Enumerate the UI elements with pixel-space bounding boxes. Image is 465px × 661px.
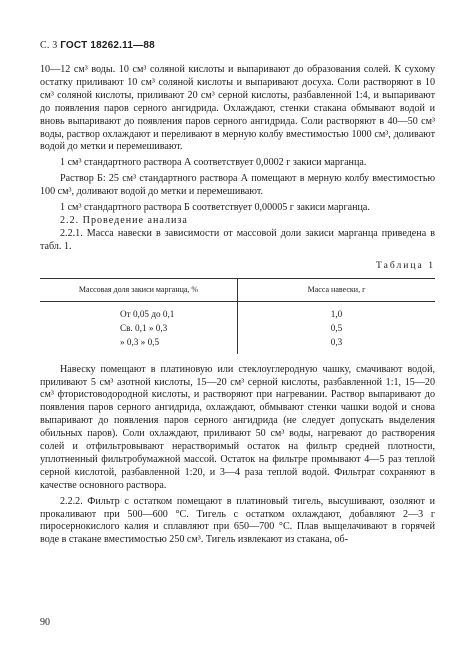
table-header-fraction: Массовая доля закиси марганца, % [40,278,238,301]
table-cell-range: » 0,3 » 0,5 [40,335,238,354]
paragraph: Навеску помещают в платиновую или стеклоуглеродную чашку, смачивают водой, приливают 5 см³ азотной кислоты, 15—20 см³ серной кислоты, разбавленной 1:1, 15—20 см³ фтористоводородной кислоты, и растворяют при нагревании. Раствор выпаривают до появления паров серного ангидрида, охлаждают, обмывают стенки чашки водой и снова выпаривают до появления паров серного ангидрида (не следует допускать выделения обильных паров). Соли охлаждают, приливают 50 см³ воды, нагревают до растворения солей и отфильтровывают нерастворимый остаток на фильтр средней плотности, уплотненный фильтробумажной массой. Остаток на фильтре промывают 4—5 раз теплой серной кислотой, разбавленной 1:20, и 3—4 раза теплой водой. Фильтрат сохраняют в качестве основного раствора. [40,363,435,491]
section-heading: 2.2. Проведение анализа [60,214,188,226]
table-row [40,335,435,354]
page-label: С. 3 [40,40,58,51]
paragraph: 2.2.2. Фильтр с остатком помещают в платиновый тигель, высушивают, озоляют и прокаливают при 500—600 °С. Тигель с остатком охлаждают, добавляют 2—3 г пиросернокислого калия и сплавляют при 650—700 °С. Плав выщелачивают в горячей воде в стакане вместимостью 250 см³. Тигель извлекают из стакана, об- [40,495,435,546]
paragraph: 10—12 см³ воды. 10 см³ соляной кислоты и выпаривают до образования солей. К сухому остатку приливают 10 см³ соляной кислоты и выпаривают досуха. Соли растворяют в 10 см³ соляной кислоты, приливают 20 см³ серной кислоты, разбавленной 1:4, и выпаривают до появления паров серного ангидрида. Охлаждают, стенки стакана обмывают водой и вновь выпаривают до появления паров серного ангидрида. Соли растворяют в 40—50 см³ воды, раствор охлаждают и переливают в мерную колбу вместимостью 1000 см³, доливают водой до метки и перемешивают. [40,64,435,153]
table-row [40,301,435,321]
table-caption: Таблица 1 [375,259,435,271]
page-header [40,40,155,51]
table-cell-mass: 1,0 [330,308,343,319]
page-number: 90 [40,617,50,628]
table-cell-range: Св. 0,1 » 0,3 [40,321,238,335]
mass-table [40,278,435,354]
table-header-row [40,278,435,301]
table-cell-mass: 0,5 [330,322,343,333]
body-text [40,64,435,547]
paragraph: Раствор Б: 25 см³ стандартного раствора А помещают в мерную колбу вместимостью 100 см³, доливают водой до метки и перемешивают. [40,173,435,198]
paragraph: 1 см³ стандартного раствора Б соответствует 0,00005 г закиси марганца. [60,202,370,214]
standard-code: ГОСТ 18262.11—88 [60,40,155,51]
table-header-mass: Масса навески, г [238,278,436,301]
table-cell-mass: 0,3 [330,336,343,347]
table-cell-range: От 0,05 до 0,1 [40,301,238,321]
paragraph: 2.2.1. Масса навески в зависимости от массовой доли закиси марганца приведена в табл. 1. [40,227,435,252]
paragraph: 1 см³ стандартного раствора А соответствует 0,0002 г закиси марганца. [60,157,367,169]
table-row [40,321,435,335]
